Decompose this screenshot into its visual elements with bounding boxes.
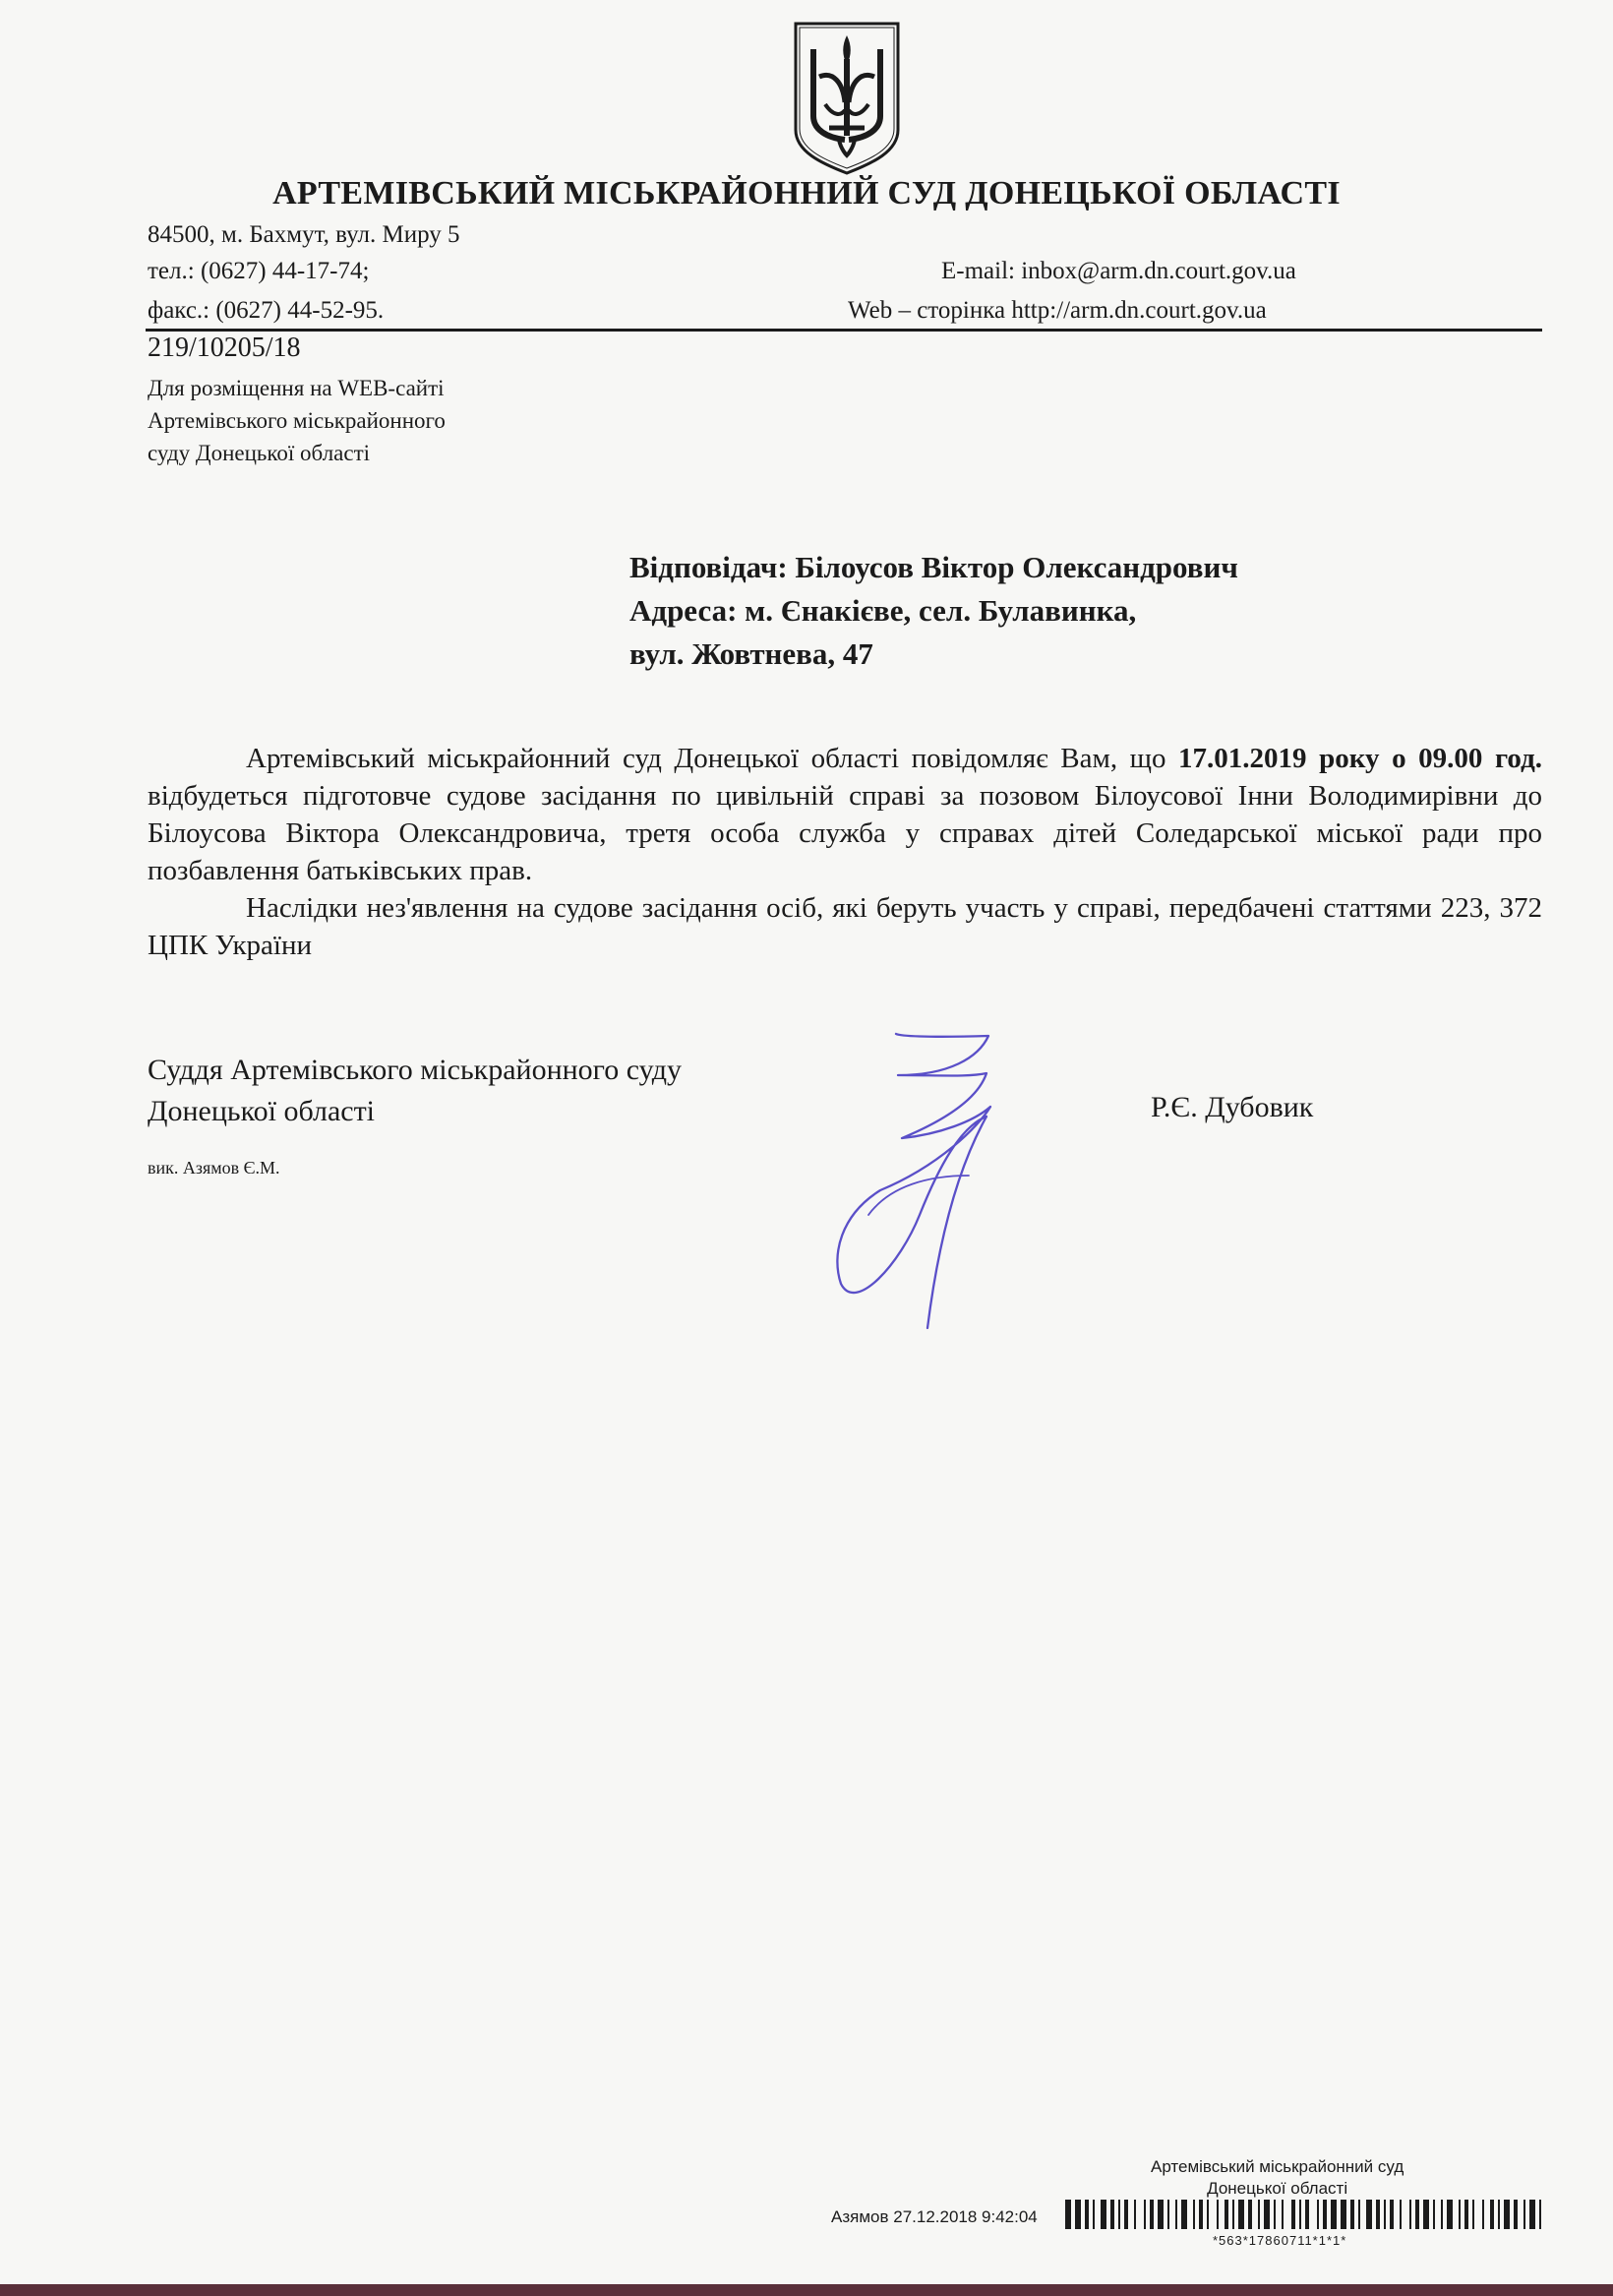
barcode-bar [1317, 2200, 1319, 2229]
barcode-bar [1447, 2200, 1453, 2229]
barcode-bar [1110, 2200, 1114, 2229]
barcode-bar [1523, 2200, 1525, 2229]
court-fax: факс.: (0627) 44-52-95. [148, 297, 385, 324]
header-divider [146, 329, 1542, 332]
barcode-bar [1274, 2200, 1276, 2229]
barcode-bar [1400, 2200, 1402, 2229]
barcode-bar [1264, 2200, 1270, 2229]
barcode-bar [1539, 2200, 1541, 2229]
notice-text-start: Артемівський міськрайонний суд Донецької області повідомляє Вам, що [246, 743, 1179, 774]
placement-line: суду Донецької області [148, 441, 371, 465]
barcode-bar [1390, 2200, 1394, 2229]
barcode-bar [1514, 2200, 1518, 2229]
barcode-bar [1331, 2200, 1337, 2229]
barcode-bar [1124, 2200, 1128, 2229]
barcode-icon [1065, 2200, 1545, 2235]
barcode-bar [1248, 2200, 1252, 2229]
registration-datetime: Азямов 27.12.2018 9:42:04 [831, 2207, 1038, 2226]
barcode-bar [1384, 2200, 1386, 2229]
barcode-bar [1376, 2200, 1380, 2229]
barcode-bar [1498, 2200, 1500, 2229]
addressee-defendant: Відповідач: Білоусов Віктор Олександрович [629, 550, 1238, 584]
court-website: Web – сторінка http://arm.dn.court.gov.ua [848, 297, 1267, 324]
barcode-bar [1065, 2200, 1071, 2229]
barcode-bar [1423, 2200, 1429, 2229]
letter-body [148, 740, 1542, 964]
barcode-bar [1529, 2200, 1535, 2229]
barcode-bar [1118, 2200, 1120, 2229]
barcode-bar [1232, 2200, 1234, 2229]
judge-name: Р.Є. Дубовик [1151, 1091, 1314, 1123]
barcode-bar [1181, 2200, 1187, 2229]
outgoing-number: 219/10205/18 [148, 332, 301, 363]
barcode-bar [1199, 2200, 1203, 2229]
barcode-bar [1075, 2200, 1081, 2229]
barcode-bar [1150, 2200, 1154, 2229]
body-paragraph-notice [148, 740, 1542, 889]
placement-line: Для розміщення на WEB-сайті [148, 376, 445, 400]
court-name: АРТЕМІВСЬКИЙ МІСЬКРАЙОННИЙ СУД ДОНЕЦЬКОЇ ОБЛАСТІ [272, 175, 1341, 211]
judge-title-line1: Суддя Артемівського міськрайонного суду [148, 1054, 683, 1086]
barcode-bar [1258, 2200, 1260, 2229]
scan-edge [0, 2284, 1613, 2296]
trident-icon [790, 20, 904, 175]
barcode-bar [1472, 2200, 1474, 2229]
barcode-bar [1341, 2200, 1346, 2229]
barcode-code: *563*17860711*1*1* [1213, 2233, 1347, 2248]
barcode-bar [1464, 2200, 1468, 2229]
barcode-bar [1490, 2200, 1494, 2229]
placement-note [148, 372, 446, 469]
barcode-bar [1305, 2200, 1309, 2229]
hearing-datetime: 17.01.2019 року о 09.00 год. [1178, 743, 1542, 774]
barcode-bar [1101, 2200, 1106, 2229]
executor-note: вик. Азямов Є.М. [148, 1158, 280, 1178]
registration-court [1151, 2156, 1404, 2200]
handwritten-signature [831, 1028, 1028, 1343]
barcode-bar [1358, 2200, 1360, 2229]
court-email: E-mail: inbox@arm.dn.court.gov.ua [941, 258, 1296, 284]
notice-text-end: відбудеться підготовче судове засідання по цивільній справі за позовом Білоусової Інни Володимирівни до Білоусова Віктора Олександровича, третя особа служба у справах дітей Соледарської міської ради про позбавлення батьківських прав. [148, 780, 1542, 886]
addressee-block [629, 546, 1238, 676]
court-address: 84500, м. Бахмут, вул. Миру 5 [148, 221, 460, 248]
registration-court-line1: Артемівський міськрайонний суд [1151, 2157, 1404, 2176]
barcode-bar [1299, 2200, 1301, 2229]
barcode-bar [1291, 2200, 1295, 2229]
barcode-bar [1093, 2200, 1095, 2229]
barcode-bar [1158, 2200, 1164, 2229]
barcode-bar [1504, 2200, 1510, 2229]
judge-title [148, 1050, 682, 1132]
barcode-bar [1415, 2200, 1419, 2229]
barcode-bar [1482, 2200, 1484, 2229]
barcode-bar [1282, 2200, 1284, 2229]
barcode-bar [1193, 2200, 1195, 2229]
barcode-bar [1144, 2200, 1146, 2229]
barcode-bar [1207, 2200, 1209, 2229]
addressee-street: вул. Жовтнева, 47 [629, 636, 873, 671]
barcode-bar [1225, 2200, 1228, 2229]
registration-court-line2: Донецької області [1207, 2179, 1348, 2198]
barcode-bar [1217, 2200, 1219, 2229]
barcode-bar [1441, 2200, 1443, 2229]
barcode-bar [1459, 2200, 1461, 2229]
placement-line: Артемівського міськрайонного [148, 408, 446, 433]
barcode-bar [1238, 2200, 1244, 2229]
court-phone: тел.: (0627) 44-17-74; [148, 258, 370, 284]
body-paragraph-consequences: Наслідки нез'явлення на судове засідання осіб, які беруть участь у справі, передбачені статтями 223, 372 ЦПК України [148, 892, 1542, 961]
barcode-bar [1350, 2200, 1354, 2229]
barcode-bar [1134, 2200, 1136, 2229]
barcode-bar [1085, 2200, 1089, 2229]
barcode-bar [1366, 2200, 1372, 2229]
addressee-address: Адреса: м. Єнакієве, сел. Булавинка, [629, 593, 1137, 628]
barcode-bar [1167, 2200, 1169, 2229]
barcode-bar [1323, 2200, 1327, 2229]
barcode-bar [1175, 2200, 1177, 2229]
barcode-bar [1409, 2200, 1411, 2229]
barcode-bar [1433, 2200, 1435, 2229]
judge-title-line2: Донецької області [148, 1095, 376, 1127]
